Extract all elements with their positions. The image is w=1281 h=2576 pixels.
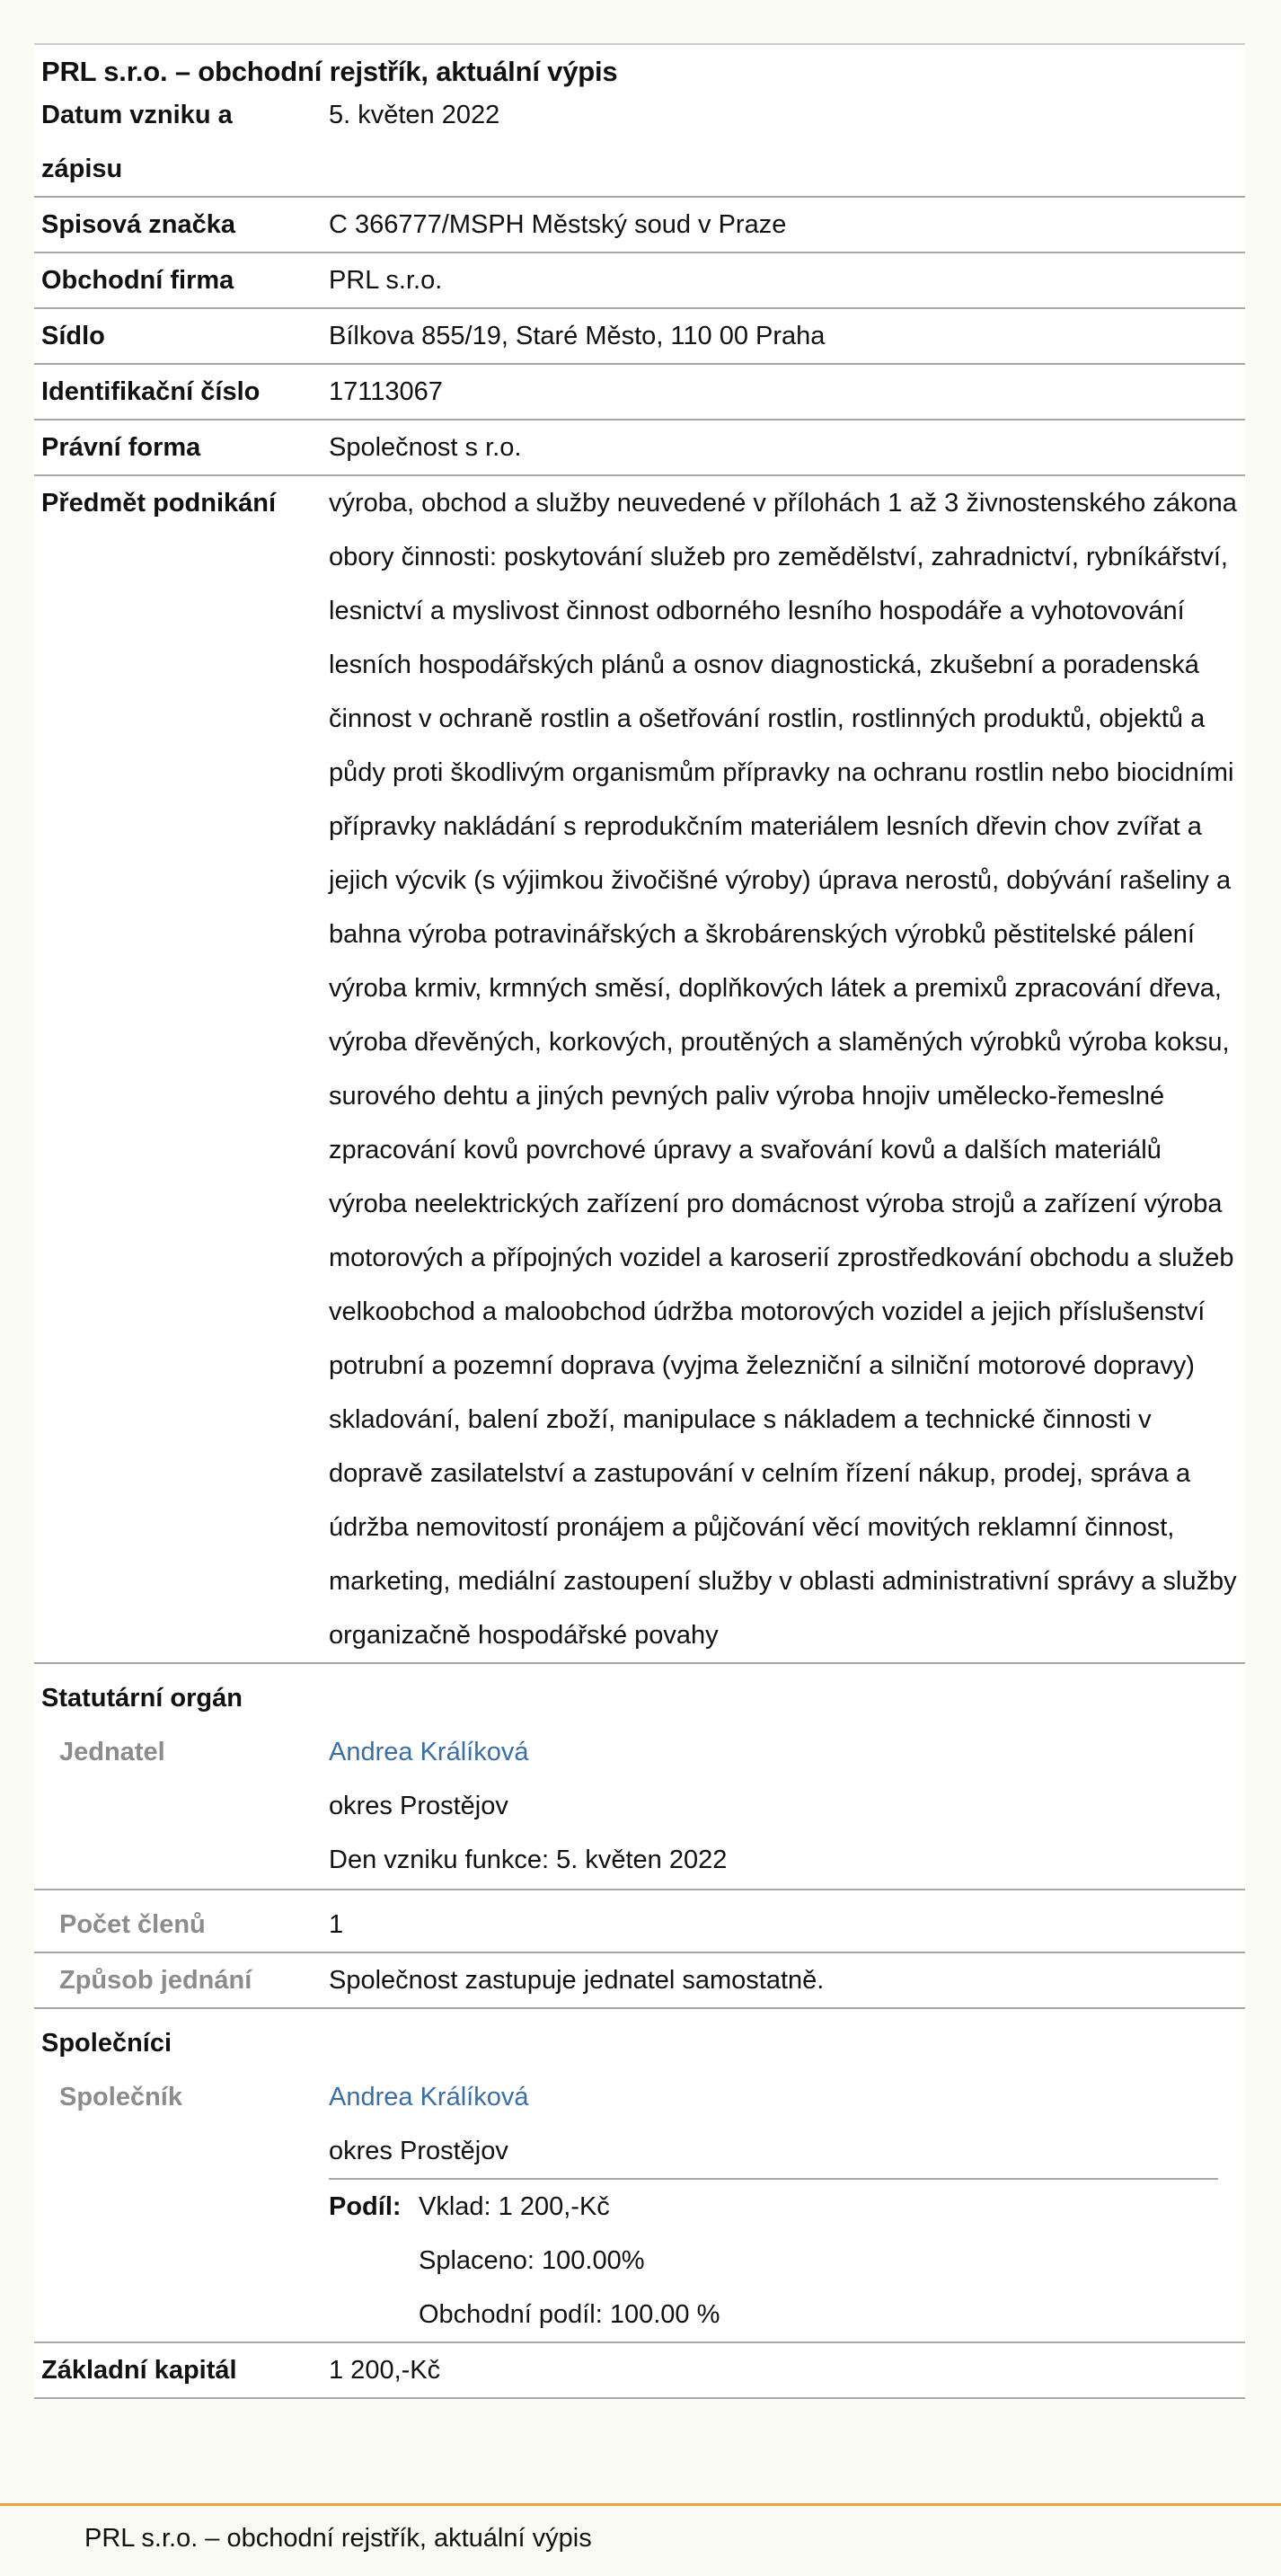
row-zpusob-jednani: [34, 1952, 1245, 2008]
row-pocet-clenu: [34, 1890, 1245, 1952]
section-statutarni-organ: Statutární orgán: [41, 1684, 243, 1713]
footer-bar: [0, 2503, 1281, 2576]
podil-obchodni: Obchodní podíl: 100.00 %: [419, 2300, 720, 2329]
value-ico: 17113067: [322, 364, 1245, 420]
footer-title: PRL s.r.o. – obchodní rejstřík, aktuální výpis: [84, 2524, 592, 2553]
value-predmet-podnikani: výroba, obchod a služby neuvedené v přílohách 1 až 3 živnostenského zákona obory činnosti: poskytování služeb pro zemědělství, zahradnictví, rybníkářství, lesnictví a myslivost činnost odborného lesního hospodáře a vyhotovování lesních hospodářských plánů a osnov diagnostická, zkušební a poradenská činnost v ochraně rostlin a ošetřování rostlin, rostlinných produktů, objektů a půdy proti škodlivým organismům přípravky na ochranu rostlin nebo biocidními přípravky nakládání s reprodukčním materiálem lesních dřevin chov zvířat a jejich výcvik (s výjimkou živočišné výroby) úprava nerostů, dobývání rašeliny a bahna výroba potravinářských a škrobárenských výrobků pěstitelské pálení výroba krmiv, krmných směsí, doplňkových látek a premixů zpracování dřeva, výroba dřevěných, korkových, proutěných a slaměných výrobků výroba koksu, surového dehtu a jiných pevných paliv výroba hnojiv umělecko-řemeslné zpracování kovů povrchové úpravy a svařování kovů a dalších materiálů výroba neelektrických zařízení pro domácnost výroba strojů a zařízení výroba motorových a přípojných vozidel a karoserií zprostředkování obchodu a služeb velkoobchod a maloobchod údržba motorových vozidel a jejich příslušenství potrubní a pozemní doprava (vyjma železniční a silniční motorové dopravy) skladování, balení zboží, manipulace s nákladem a technické činnosti v dopravě zasilatelství a zastupování v celním řízení nákup, prodej, správa a údržba nemovitostí pronájem a půjčování věcí movitých reklamní činnost, marketing, mediální zastoupení služby v oblasti administrativní správy a služby organizačně hospodářské povahy: [322, 475, 1245, 1663]
value-zakladni-kapital: 1 200,-Kč: [322, 2342, 1245, 2398]
podil-vklad: Vklad: 1 200,-Kč: [419, 2192, 610, 2221]
label-spolecnik: Společník: [34, 2070, 322, 2342]
podil-values: [419, 2180, 1218, 2341]
value-pocet-clenu: 1: [322, 1890, 1245, 1952]
row-sidlo: [34, 308, 1245, 364]
value-spolecnik: [322, 2070, 1245, 2342]
row-ico: [34, 364, 1245, 420]
value-pravni-forma: Společnost s r.o.: [322, 420, 1245, 475]
label-obchodni-firma: Obchodní firma: [34, 252, 322, 308]
row-obchodni-firma: [34, 252, 1245, 308]
label-spisova-znacka: Spisová značka: [34, 197, 322, 252]
label-datum-vzniku: Datum vzniku a zápisu: [34, 88, 322, 197]
link-jednatel-name[interactable]: Andrea Králíková: [329, 1738, 529, 1766]
podil-splaceno: Splaceno: 100.00%: [419, 2246, 645, 2275]
label-sidlo: Sídlo: [34, 308, 322, 364]
link-spolecnik-name[interactable]: Andrea Králíková: [329, 2083, 529, 2111]
spolecnik-okres: okres Prostějov: [329, 2137, 508, 2165]
value-obchodni-firma: PRL s.r.o.: [322, 252, 1245, 308]
register-table: [34, 88, 1245, 2399]
value-sidlo: Bílkova 855/19, Staré Město, 110 00 Praha: [322, 308, 1245, 364]
podil-block: [329, 2178, 1218, 2341]
register-extract: [34, 43, 1245, 2399]
section-spolecnici: Společníci: [41, 2029, 172, 2058]
label-pravni-forma: Právní forma: [34, 420, 322, 475]
row-zakladni-kapital: [34, 2342, 1245, 2398]
row-spolecnik: [34, 2070, 1245, 2342]
row-pravni-forma: [34, 420, 1245, 475]
podil-label: Podíl:: [329, 2192, 402, 2221]
row-jednatel: [34, 1725, 1245, 1890]
row-spisova-znacka: [34, 197, 1245, 252]
title-row: [34, 45, 1245, 88]
row-datum-vzniku: [34, 88, 1245, 197]
label-zakladni-kapital: Základní kapitál: [34, 2342, 322, 2398]
value-zpusob-jednani: Společnost zastupuje jednatel samostatně.: [322, 1952, 1245, 2008]
row-predmet-podnikani: [34, 475, 1245, 1663]
label-ico: Identifikační číslo: [34, 364, 322, 420]
value-datum-vzniku: 5. květen 2022: [322, 88, 1245, 197]
row-statutarni-organ-heading: [34, 1663, 1245, 1725]
jednatel-okres: okres Prostějov: [329, 1792, 508, 1820]
jednatel-den-vzniku: Den vzniku funkce: 5. květen 2022: [329, 1846, 728, 1874]
label-zpusob-jednani: Způsob jednání: [34, 1952, 322, 2008]
label-predmet-podnikani: Předmět podnikání: [34, 475, 322, 1663]
value-jednatel: [322, 1725, 1245, 1890]
row-spolecnici-heading: [34, 2008, 1245, 2070]
label-pocet-clenu: Počet členů: [34, 1890, 322, 1952]
value-spisova-znacka: C 366777/MSPH Městský soud v Praze: [322, 197, 1245, 252]
label-jednatel: Jednatel: [34, 1725, 322, 1890]
page-title: PRL s.r.o. – obchodní rejstřík, aktuální výpis: [41, 56, 618, 87]
